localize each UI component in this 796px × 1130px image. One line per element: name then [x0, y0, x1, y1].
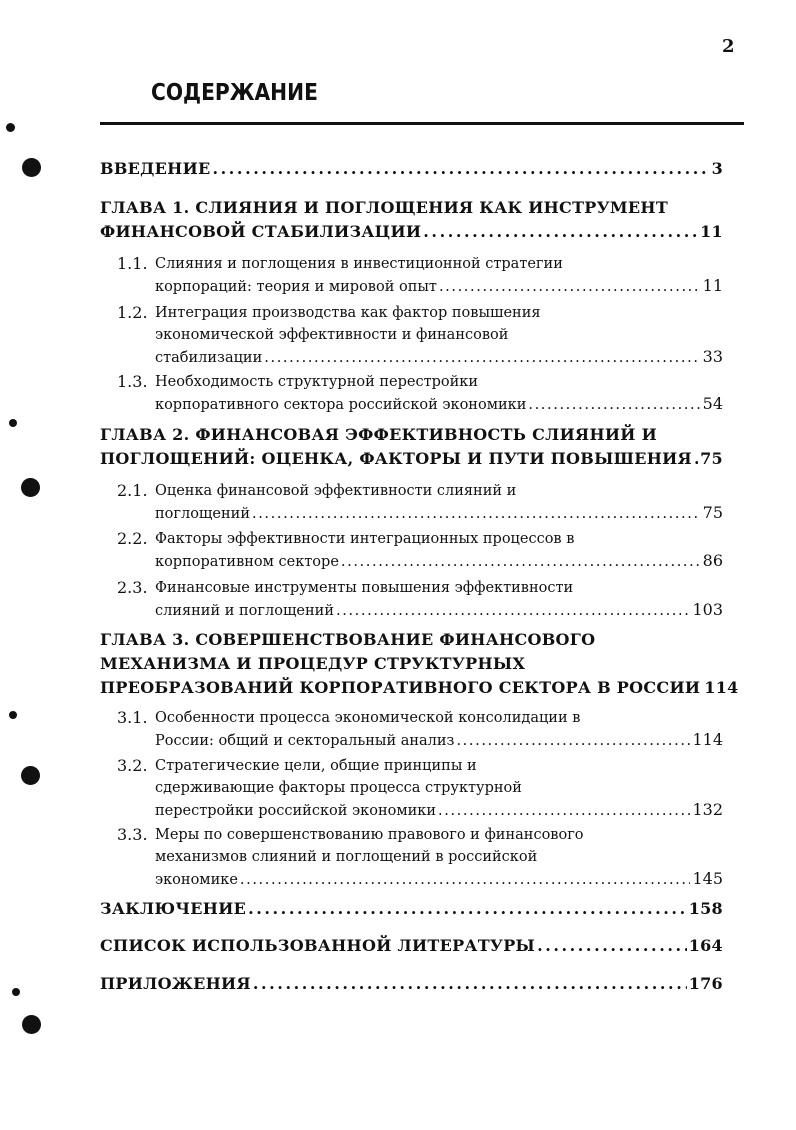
section-number: 3.2.	[117, 756, 148, 775]
dot-leader	[336, 600, 690, 622]
toc-entry-title-line: перестройки российской экономики	[155, 803, 437, 819]
section-number: 3.1.	[117, 708, 148, 727]
toc-entry-title-line: корпораций: теория и мировой опыт	[155, 279, 437, 295]
page-number: 2	[722, 36, 735, 57]
toc-entry-title-line: Слияния и поглощения в инвестиционной стратегии	[155, 256, 563, 272]
toc-entry-title-line: ПОГЛОЩЕНИЙ: ОЦЕНКА, ФАКТОРЫ И ПУТИ ПОВЫШЕНИЯ	[100, 449, 692, 468]
toc-entry-title-line: механизмов слияний и поглощений в российской	[155, 849, 538, 865]
toc-entry-title: ПРИЛОЖЕНИЯ	[100, 974, 251, 993]
toc-entry-title-line: Особенности процесса экономической консолидации в	[155, 710, 581, 726]
toc-entry-title-line: Интеграция производства как фактор повышения	[155, 305, 541, 321]
toc-page-number: 164	[688, 936, 723, 955]
toc-entry-chapter-2[interactable]	[100, 423, 723, 471]
dot-leader	[252, 503, 701, 525]
toc-entry-references[interactable]	[100, 934, 723, 958]
toc-entry-section-2-3[interactable]	[117, 577, 723, 622]
dot-leader	[341, 551, 701, 573]
toc-page-number: 75	[702, 503, 723, 522]
toc-page-number: 114	[704, 678, 739, 697]
toc-entry-title: ВВЕДЕНИЕ	[100, 159, 211, 178]
toc-page-number: 103	[692, 600, 723, 619]
toc-page-number: 3	[711, 159, 723, 178]
toc-entry-title-line: ГЛАВА 2. ФИНАНСОВАЯ ЭФФЕКТИВНОСТЬ СЛИЯНИЙ И	[100, 425, 657, 444]
toc-entry-conclusion[interactable]	[100, 897, 723, 921]
toc-entry-title-line: МЕХАНИЗМА И ПРОЦЕДУР СТРУКТУРНЫХ	[100, 654, 526, 673]
section-number: 1.2.	[117, 303, 148, 322]
toc-entry-section-3-1[interactable]	[117, 707, 723, 752]
dot-leader	[438, 800, 690, 822]
toc-entry-chapter-3[interactable]	[100, 628, 739, 700]
dot-leader	[456, 730, 690, 752]
section-number: 2.2.	[117, 529, 148, 548]
toc-page-number: 75	[700, 449, 723, 468]
toc-entry-chapter-1[interactable]	[100, 196, 723, 244]
punch-hole-mark	[12, 988, 20, 996]
dot-leader	[253, 972, 687, 996]
toc-entry-title-line: экономике	[155, 872, 238, 888]
punch-hole-mark	[6, 123, 15, 132]
toc-entry-title-line: ПРЕОБРАЗОВАНИЙ КОРПОРАТИВНОГО СЕКТОРА В РОССИИ	[100, 678, 701, 697]
toc-page-number: 114	[692, 730, 723, 749]
toc-entry-title-line: слияний и поглощений	[155, 603, 335, 619]
toc-entry-title-line: стабилизации	[155, 350, 263, 366]
toc-entry-title-line: ГЛАВА 3. СОВЕРШЕНСТВОВАНИЕ ФИНАНСОВОГО	[100, 630, 596, 649]
section-number: 2.3.	[117, 578, 148, 597]
toc-entry-title-line: Стратегические цели, общие принципы и	[155, 758, 477, 774]
toc-entry-section-1-2[interactable]	[117, 302, 723, 369]
dot-leader	[528, 394, 700, 416]
title-rule	[100, 122, 744, 125]
dot-leader	[264, 347, 700, 369]
dot-leader	[537, 934, 687, 958]
section-number: 1.3.	[117, 372, 148, 391]
toc-entry-title-line: Факторы эффективности интеграционных процессов в	[155, 531, 575, 547]
toc-page-number: 176	[688, 974, 723, 993]
toc-entry-title-line: экономической эффективности и финансовой	[155, 327, 509, 343]
toc-entry-title-line: Необходимость структурной перестройки	[155, 374, 479, 390]
toc-entry-section-3-2[interactable]	[117, 755, 723, 822]
punch-hole	[22, 1015, 41, 1034]
punch-hole	[21, 766, 40, 785]
toc-page-number: 11	[700, 222, 723, 241]
punch-hole	[22, 158, 41, 177]
dot-leader	[423, 220, 698, 244]
toc-entry-section-1-1[interactable]	[117, 253, 723, 298]
toc-entry-section-2-2[interactable]	[117, 528, 723, 573]
toc-entry-title-line: России: общий и секторальный анализ	[155, 733, 455, 749]
dot-leader	[248, 897, 687, 921]
toc-entry-title-line: Меры по совершенствованию правового и финансового	[155, 827, 584, 843]
toc-entry-introduction[interactable]	[100, 157, 723, 181]
toc-entry-section-1-3[interactable]	[117, 371, 723, 416]
toc-entry-title: СПИСОК ИСПОЛЬЗОВАННОЙ ЛИТЕРАТУРЫ	[100, 936, 536, 955]
punch-hole-mark	[9, 419, 17, 427]
toc-entry-title-line: корпоративного сектора российской экономики	[155, 397, 527, 413]
toc-page-number: 132	[692, 800, 723, 819]
section-number: 3.3.	[117, 825, 148, 844]
toc-entry-title-line: Оценка финансовой эффективности слияний и	[155, 483, 517, 499]
toc-page-number: 158	[688, 899, 723, 918]
toc-entry-title: ЗАКЛЮЧЕНИЕ	[100, 899, 247, 918]
section-number: 1.1.	[117, 254, 148, 273]
toc-entry-appendices[interactable]	[100, 972, 723, 996]
page-title: СОДЕРЖАНИЕ	[151, 80, 318, 106]
dot-leader	[439, 276, 701, 298]
toc-entry-section-2-1[interactable]	[117, 480, 723, 525]
toc-entry-title-line: сдерживающие факторы процесса структурной	[155, 780, 522, 796]
toc-entry-title-line: ГЛАВА 1. СЛИЯНИЯ И ПОГЛОЩЕНИЯ КАК ИНСТРУМЕНТ	[100, 198, 669, 217]
toc-page-number: 33	[702, 347, 723, 366]
toc-page-number: 145	[692, 869, 723, 888]
toc-page-number: 54	[702, 394, 723, 413]
toc-page-number: 11	[702, 276, 723, 295]
dot-leader	[694, 447, 698, 471]
toc-entry-title-line: Финансовые инструменты повышения эффективности	[155, 580, 574, 596]
toc-entry-title-line: корпоративном секторе	[155, 554, 339, 570]
toc-page-number: 86	[702, 551, 723, 570]
dot-leader	[240, 869, 691, 891]
toc-entry-title-line: ФИНАНСОВОЙ СТАБИЛИЗАЦИИ	[100, 222, 422, 241]
punch-hole-mark	[9, 711, 17, 719]
section-number: 2.1.	[117, 481, 148, 500]
toc-entry-section-3-3[interactable]	[117, 824, 723, 891]
toc-entry-title-line: поглощений	[155, 506, 250, 522]
punch-hole	[21, 478, 40, 497]
dot-leader	[213, 157, 710, 181]
